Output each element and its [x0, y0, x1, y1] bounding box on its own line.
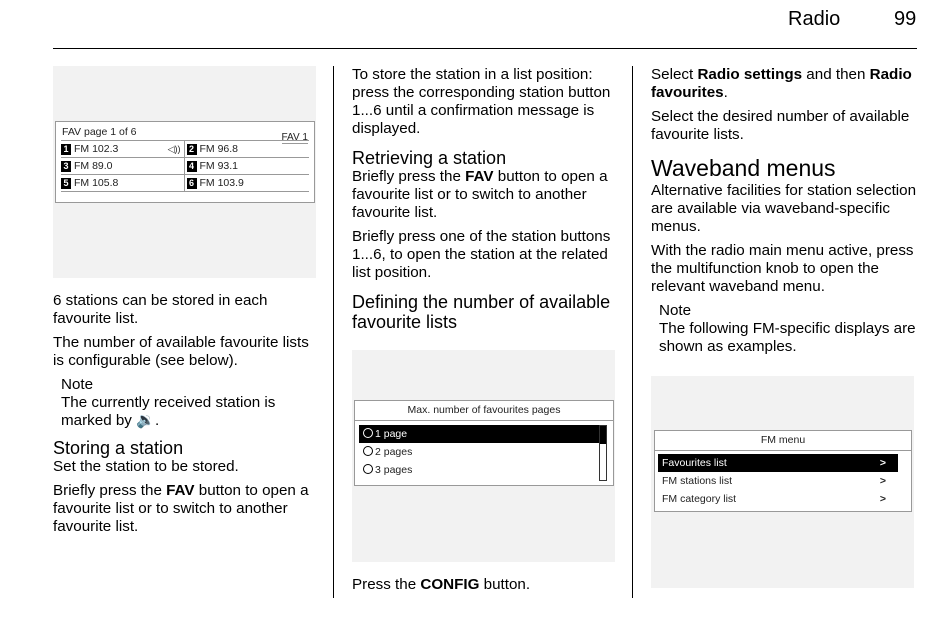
text-run: and then	[802, 66, 870, 83]
column-divider-2	[632, 66, 633, 598]
fav-screenshot-frame	[53, 66, 316, 278]
note-label: Note	[659, 302, 692, 319]
fav-station-slot	[61, 175, 184, 191]
note-text: The currently received station is marked by 🔉.	[61, 394, 276, 429]
paragraph	[53, 482, 323, 536]
preset-number: 3	[61, 161, 71, 172]
option-3-pages[interactable]	[359, 461, 599, 479]
running-header-title: Radio	[788, 8, 841, 30]
page-number: 99	[894, 8, 917, 30]
header-rule	[53, 48, 917, 49]
max-pages-display	[354, 400, 614, 486]
radio-icon	[363, 428, 373, 438]
section-heading-retrieving: Retrieving a station	[352, 148, 507, 168]
option-1-page[interactable]	[359, 425, 599, 443]
section-heading-storing: Storing a station	[53, 438, 184, 458]
fm-menu-list	[658, 454, 898, 508]
paragraph: 6 stations can be stored in each favourite list.	[53, 292, 268, 327]
text-run: Briefly press the	[53, 482, 167, 499]
station-frequency: FM 105.8	[74, 177, 119, 189]
fav-page-title: FAV page 1 of 6	[62, 126, 137, 138]
paragraph: With the radio main menu active, press the multifunction knob to open the relevant waveband menu.	[651, 242, 914, 295]
fav-station-slot	[61, 158, 184, 174]
menu-name-radio-settings: Radio settings	[697, 66, 803, 83]
text-run: Select	[651, 66, 698, 83]
paragraph	[352, 576, 622, 594]
option-2-pages[interactable]	[359, 443, 599, 461]
chevron-right-icon: >	[879, 493, 886, 505]
note-text: The following FM-specific displays are shown as examples.	[659, 320, 916, 355]
column-3-text	[651, 66, 919, 364]
max-pages-screenshot-frame	[352, 350, 615, 562]
option-label: 3 pages	[375, 464, 413, 476]
preset-number: 4	[187, 161, 197, 172]
menu-title: FM menu	[655, 431, 911, 451]
option-list	[359, 425, 599, 479]
fm-menu-display	[654, 430, 912, 512]
menu-item-fm-stations-list[interactable]	[658, 472, 898, 490]
scrollbar-thumb[interactable]	[600, 426, 606, 444]
column-divider-1	[333, 66, 334, 598]
menu-item-label: Favourites list	[662, 457, 727, 469]
section-heading-waveband: Waveband menus	[651, 155, 836, 181]
menu-item-fm-category-list[interactable]	[658, 490, 898, 508]
fav-station-slot	[184, 175, 310, 191]
config-button-name: CONFIG	[420, 576, 480, 593]
fav-station-grid	[61, 140, 309, 192]
preset-number: 6	[187, 178, 197, 189]
preset-number: 2	[187, 144, 197, 155]
paragraph	[651, 66, 919, 102]
column-1-text	[53, 292, 323, 542]
fav-station-slot	[184, 141, 310, 157]
fav-button-name: FAV	[166, 482, 195, 499]
station-frequency: FM 96.8	[199, 143, 239, 155]
chevron-right-icon: >	[879, 475, 886, 487]
fav-station-slot	[61, 141, 184, 157]
preset-number: 1	[61, 144, 71, 155]
note-box	[651, 302, 919, 356]
speaker-icon: ◁))	[167, 143, 181, 154]
option-label: 1 page	[375, 428, 408, 440]
fav-tab-label: FAV 1	[281, 132, 308, 143]
menu-item-label: FM category list	[662, 493, 737, 505]
paragraph: The number of available favourite lists is configurable (see below).	[53, 334, 309, 369]
fav-row	[61, 157, 309, 174]
text-run: button to open a favourite list or to switch to another favourite list.	[53, 482, 309, 535]
section-heading-defining: Defining the number of available favourite lists	[352, 292, 611, 332]
scrollbar[interactable]	[599, 425, 607, 481]
option-label: 2 pages	[375, 446, 413, 458]
fav-row	[61, 174, 309, 192]
paragraph: Briefly press one of the station buttons 1...6, to open the station at the related list position.	[352, 228, 611, 281]
paragraph: Set the station to be stored.	[53, 458, 239, 475]
preset-number: 5	[61, 178, 71, 189]
text-run: Press the	[352, 576, 421, 593]
note-label: Note	[61, 376, 94, 393]
chevron-right-icon: >	[879, 457, 886, 469]
menu-name-radio-favourites: Radio favourites	[651, 66, 912, 101]
note-box	[53, 376, 323, 430]
paragraph: To store the station in a list position: press the corresponding station button 1...6 until a confirmation message is displayed.	[352, 66, 611, 137]
paragraph: Select the desired number of available favourite lists.	[651, 108, 910, 143]
text-run: button to open a favourite list or to switch to another favourite list.	[352, 168, 608, 221]
text-run: .	[723, 84, 728, 101]
column-2-footer-text	[352, 576, 622, 600]
radio-icon	[363, 446, 373, 456]
station-frequency: FM 93.1	[199, 160, 239, 172]
paragraph: Alternative facilities for station selection are available via waveband-specific menus.	[651, 182, 917, 235]
station-frequency: FM 102.3	[74, 143, 119, 155]
fav-station-slot	[184, 158, 310, 174]
fav-row	[61, 140, 309, 157]
station-frequency: FM 103.9	[199, 177, 244, 189]
text-run: Briefly press the	[352, 168, 466, 185]
paragraph	[352, 168, 622, 222]
fav-button-name: FAV	[465, 168, 494, 185]
menu-item-favourites-list[interactable]	[658, 454, 898, 472]
menu-item-label: FM stations list	[662, 475, 733, 487]
text-run: button.	[479, 576, 531, 593]
radio-icon	[363, 464, 373, 474]
column-2-text	[352, 66, 622, 332]
station-frequency: FM 89.0	[74, 160, 113, 172]
menu-title: Max. number of favourites pages	[355, 401, 613, 421]
fav-display	[55, 121, 315, 203]
fm-menu-screenshot-frame	[651, 376, 914, 588]
